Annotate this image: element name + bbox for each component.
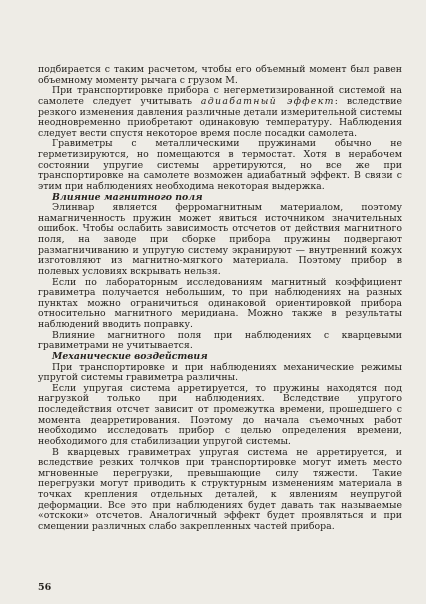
paragraph-quartz-gravimeters: В кварцевых гравиметрах упругая система не арретируется, и вследствие резких толчков при транспортировке могут иметь место мгновенные перегрузки, превышающие силу тяжести. Такие перегрузки могут приводить к структурным изменениям материала в точках крепления отдельных деталей, к явлениям неупругой деформации. Все это при наблюдениях будет давать так называемые «отскоки» отсчетов. Аналогичный эффект будет проявляться и при смещении различных слабо закрепленных частей прибора. — [38, 446, 402, 532]
paragraph-quartz-magnetic: Влияние магнитного поля при наблюдениях с кварцевыми гравиметрами не учитывается. — [38, 329, 402, 352]
paragraph-arrested-system: Если упругая система арретируется, то пружины находятся под нагрузкой только при наблюдениях. Вследствие упругого последействия отсчет зависит от промежутка времени, прошедшего с момента деарретирования. Поэтому до начала съемочных работ необходимо исследовать прибор с целью определения времени, необходимого для стабилизации упругой системы. — [38, 382, 402, 447]
body-text — [38, 65, 402, 533]
emphasized-term: адиабатный эффект — [200, 95, 335, 107]
paragraph-elinvar: Элинвар является ферромагнитным материалом, поэтому намагниченность пружин может явиться источником значительных ошибок. Чтобы ослабить зависимость отсчетов от действия магнитного поля, на заводе при сборке прибора пружины подвергают размагничиванию и упругую систему экранируют — внутренний кожух изготовляют из магнитно-мягкого материала. Поэтому прибор в полевых условиях вскрывать нельзя. — [38, 202, 402, 277]
paragraph-adiabatic-effect — [38, 86, 402, 139]
paragraph-continuation: подбирается с таким расчетом, чтобы его объемный момент был равен объемному моменту рычага с грузом М. — [38, 64, 402, 86]
page-number: 56 — [38, 582, 52, 593]
section-heading-magnetic-field: Влияние магнитного поля — [52, 191, 203, 203]
paragraph-text: При транспортировке прибора с негерметизированной системой на самолете следует учитывать — [38, 85, 402, 107]
paragraph-text: : вследствие резкого изменения давления различные детали измерительной системы неодновременно приобретают одинаковую температуру. Наблюдения следует вести спустя некоторое время после посадки самолета. — [38, 95, 403, 139]
paragraph-metal-springs: Гравиметры с металлическими пружинами обычно не герметизируются, но помещаются в термостат. Хотя в нерабочем состоянии упругие системы арретируются, но все же при транспортировке на самолете возможен адиабатный эффект. В связи с этим при наблюдениях необходима некоторая выдержка. — [38, 138, 402, 192]
paragraph-mechanical-modes: При транспортировке и при наблюдениях механические режимы упругой системы гравиметра различны. — [38, 361, 402, 384]
paragraph-magnetic-coefficient: Если по лабораторным исследованиям магнитный коэффициент гравиметра получается небольшим, то при наблюдениях на разных пунктах можно ограничиться одинаковой ориентировкой прибора относительно магнитного меридиана. Можно также в результаты наблюдений вводить поправку. — [38, 276, 402, 330]
section-heading-mechanical: Механические воздействия — [52, 350, 208, 362]
